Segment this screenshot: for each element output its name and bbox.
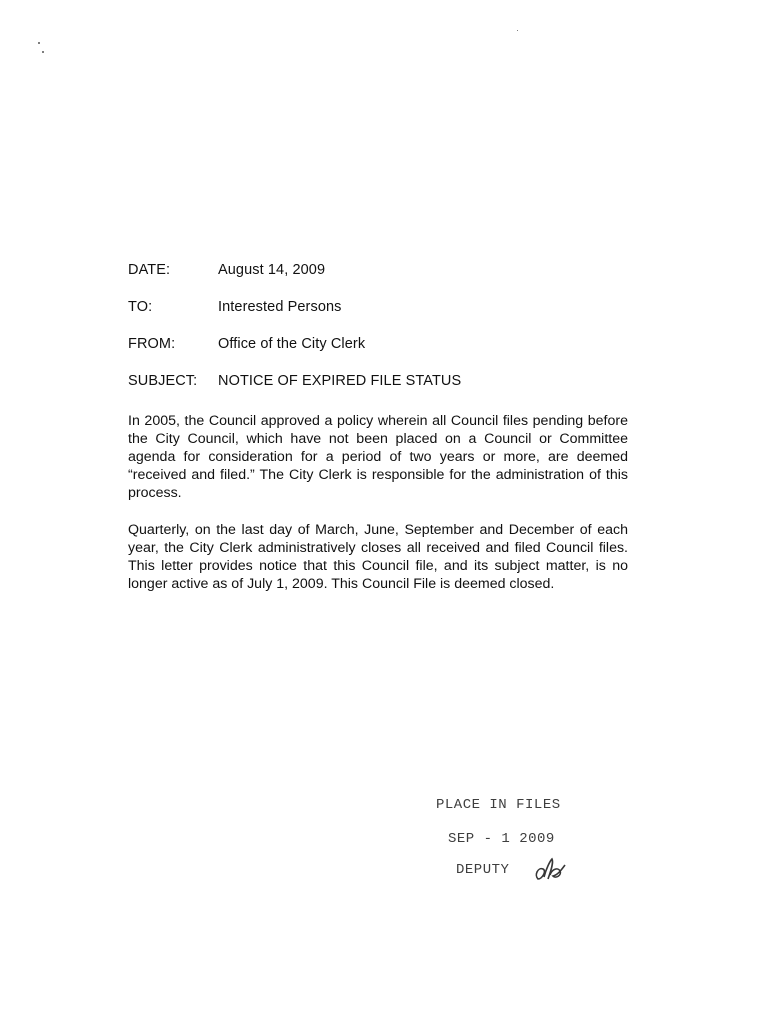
- stamp-place-in-files: PLACE IN FILES: [436, 797, 561, 813]
- stamp-date: SEP - 1 2009: [448, 831, 555, 847]
- body-paragraph: Quarterly, on the last day of March, June, September and December of each year, the City Clerk administratively closes all received and filed Council files. This letter provides notice that this Council file, and its subject matter, is no longer active as of July 1, 2009. This Council File is deemed closed.: [128, 522, 628, 592]
- subject-label: SUBJECT:: [128, 373, 198, 389]
- subject-value: NOTICE OF EXPIRED FILE STATUS: [218, 373, 462, 389]
- stamp-deputy: DEPUTY: [456, 862, 510, 878]
- from-value: Office of the City Clerk: [218, 336, 366, 352]
- to-label: TO:: [128, 299, 153, 315]
- date-label: DATE:: [128, 262, 171, 278]
- memo-header: [128, 262, 648, 410]
- memo-body: [128, 412, 628, 612]
- scan-speck: [38, 42, 40, 44]
- from-label: FROM:: [128, 336, 176, 352]
- scan-speck: [517, 30, 518, 31]
- from-row: [128, 336, 648, 373]
- to-value: Interested Persons: [218, 299, 342, 315]
- date-value: August 14, 2009: [218, 262, 326, 278]
- scan-speck: [42, 51, 44, 53]
- to-row: [128, 299, 648, 336]
- date-row: [128, 262, 648, 299]
- subject-row: [128, 373, 648, 410]
- handwritten-initials: [532, 855, 568, 887]
- body-paragraph: In 2005, the Council approved a policy wherein all Council files pending before the City Council, which have not been placed on a Council or Committee agenda for consideration for a period of two years or more, are deemed “received and filed.” The City Clerk is responsible for the administration of this process.: [128, 413, 628, 501]
- filing-stamp: [436, 793, 586, 903]
